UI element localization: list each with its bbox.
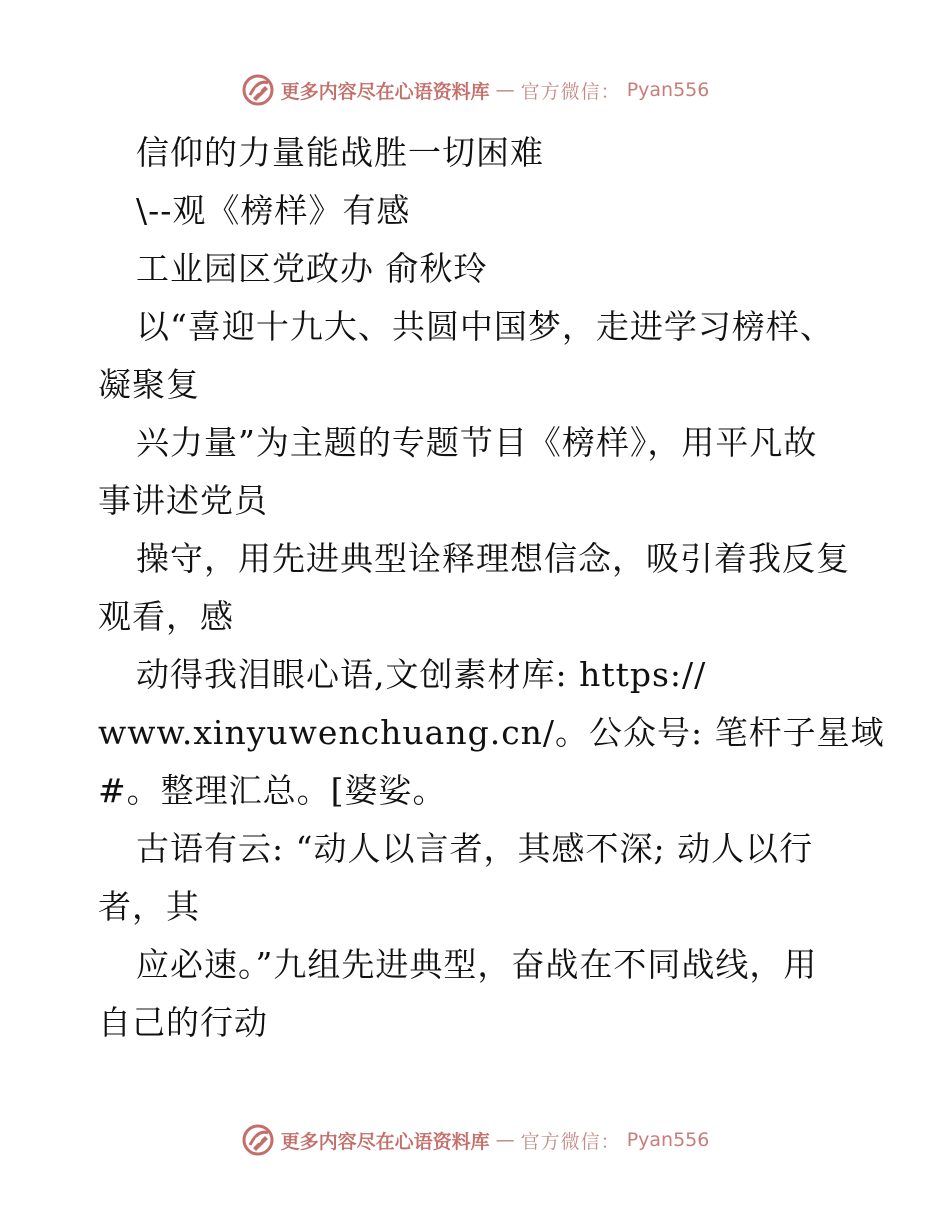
- watermark-content: [241, 1123, 710, 1157]
- watermark-separator: —: [495, 79, 515, 101]
- watermark-main-text: 更多内容尽在心语资料库: [280, 80, 490, 103]
- document-line: 观看，感: [98, 597, 234, 636]
- document-body: [98, 124, 885, 1052]
- document-line: \--观《榜样》有感: [136, 191, 411, 230]
- document-line: 信仰的力量能战胜一切困难: [136, 133, 544, 172]
- watermark-wechat-id: Pyan556: [626, 79, 710, 101]
- document-line: 兴力量”为主题的专题节目《榜样》，用平凡故: [136, 423, 818, 462]
- watermark-content: [241, 73, 710, 107]
- document-line: 动得我泪眼心语,文创素材库: https://: [136, 655, 707, 694]
- watermark-sub-text: 官方微信：: [520, 1130, 621, 1153]
- document-line: 自己的行动: [98, 1003, 268, 1042]
- document-line: 以“喜迎十九大、共圆中国梦，走进学习榜样、: [136, 307, 834, 346]
- document-line: 古语有云: “动人以言者，其感不深; 动人以行: [136, 829, 814, 868]
- pen-logo-icon: [241, 1123, 275, 1157]
- watermark-separator: —: [495, 1129, 515, 1151]
- pen-logo-icon: [241, 73, 275, 107]
- document-line: 应必速。”九组先进典型，奋战在不同战线，用: [136, 945, 818, 984]
- watermark-main-text: 更多内容尽在心语资料库: [280, 1130, 490, 1153]
- document-line: 事讲述党员: [98, 481, 268, 520]
- document-line: #。整理汇总。[婆娑。: [98, 771, 447, 810]
- watermark-sub-text: 官方微信：: [520, 80, 621, 103]
- document-line: 凝聚复: [98, 365, 200, 404]
- footer-watermark: [0, 1120, 950, 1160]
- document-line: 操守，用先进典型诠释理想信念，吸引着我反复: [136, 539, 850, 578]
- header-watermark: [0, 70, 950, 110]
- watermark-wechat-id: Pyan556: [626, 1129, 710, 1151]
- document-line: www.xinyuwenchuang.cn/。公众号: 笔杆子星域: [98, 713, 885, 752]
- document-line: 者，其: [98, 887, 200, 926]
- document-line: 工业园区党政办 俞秋玲: [136, 249, 488, 288]
